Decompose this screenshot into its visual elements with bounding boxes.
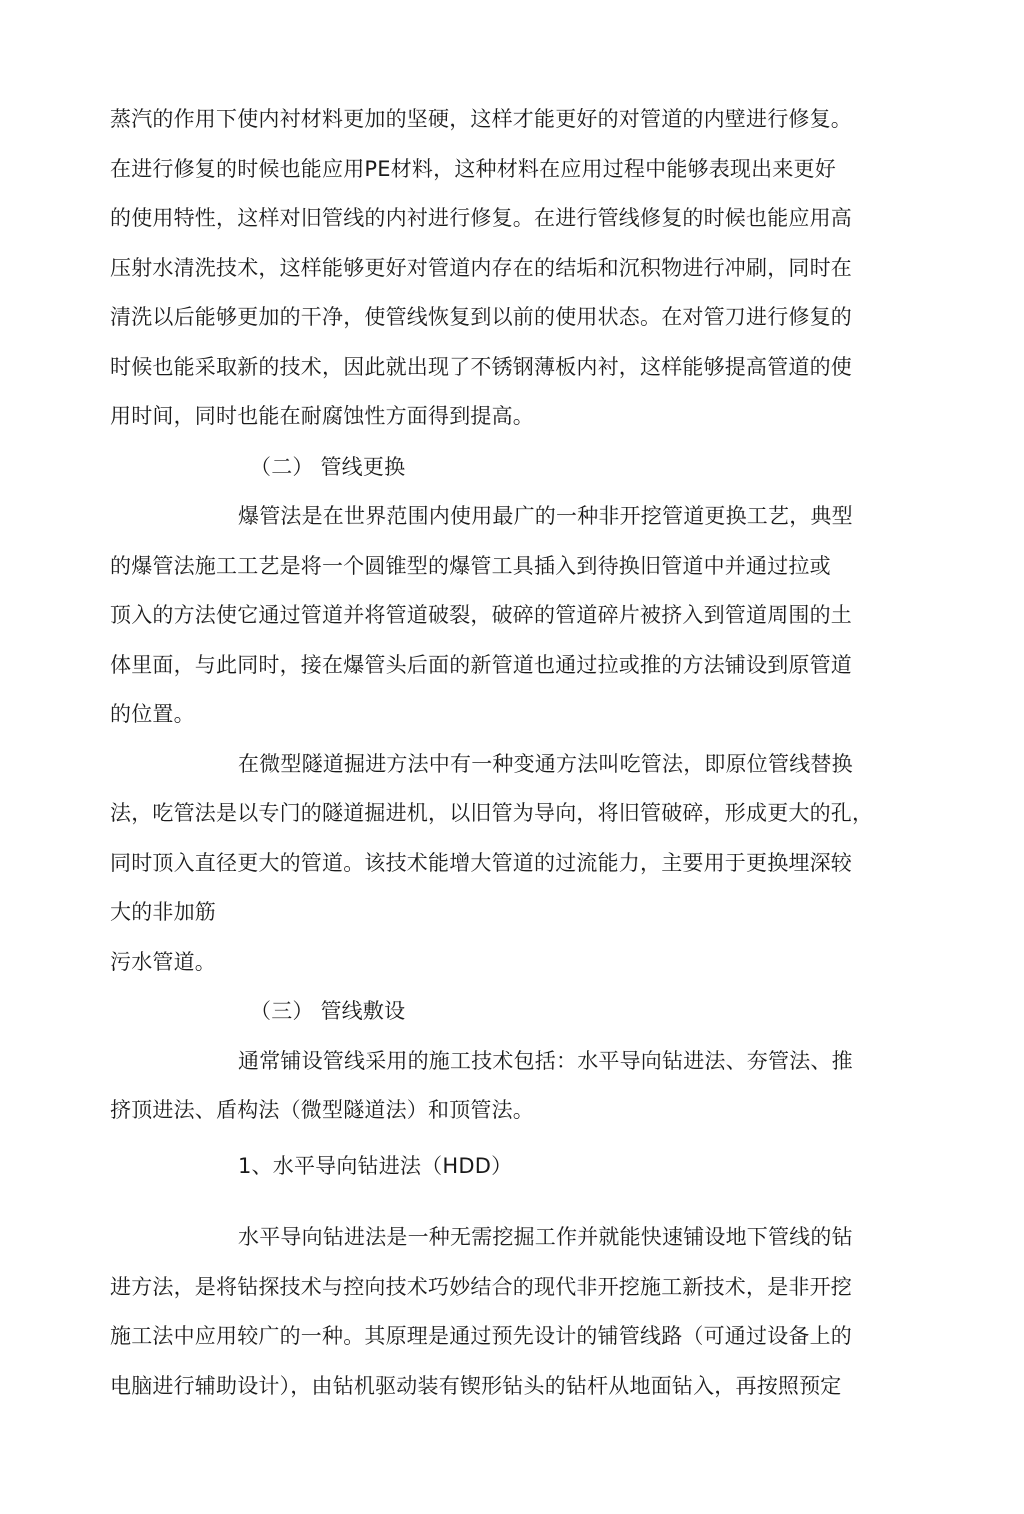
section-heading-line-replacement: （二） 管线更换 bbox=[250, 455, 406, 479]
paragraph-line: 压射水清洗技术，这样能够更好对管道内存在的结垢和沉积物进行冲刷，同时在 bbox=[110, 256, 852, 280]
paragraph-line: 清洗以后能够更加的干净，使管线恢复到以前的使用状态。在对管刀进行修复的 bbox=[110, 305, 852, 329]
paragraph-line: 顶入的方法使它通过管道并将管道破裂，破碎的管道碎片被挤入到管道周围的土 bbox=[110, 603, 852, 627]
paragraph-line: 体里面，与此同时，接在爆管头后面的新管道也通过拉或推的方法铺设到原管道 bbox=[110, 653, 852, 677]
paragraph-line: 时候也能采取新的技术，因此就出现了不锈钢薄板内衬，这样能够提高管道的使 bbox=[110, 355, 852, 379]
paragraph-line: 爆管法是在世界范围内使用最广的一种非开挖管道更换工艺，典型 bbox=[238, 504, 853, 528]
paragraph-line: 施工法中应用较广的一种。其原理是通过预先设计的铺管线路（可通过设备上的 bbox=[110, 1324, 852, 1348]
paragraph-line: 在微型隧道掘进方法中有一种变通方法叫吃管法，即原位管线替换 bbox=[238, 752, 853, 776]
paragraph-line: 进方法，是将钻探技术与控向技术巧妙结合的现代非开挖施工新技术，是非开挖 bbox=[110, 1275, 852, 1299]
paragraph-line: 水平导向钻进法是一种无需挖掘工作并就能快速铺设地下管线的钻 bbox=[238, 1225, 853, 1249]
paragraph-line: 蒸汽的作用下使内衬材料更加的坚硬，这样才能更好的对管道的内壁进行修复。 bbox=[110, 107, 852, 131]
paragraph-line: 通常铺设管线采用的施工技术包括：水平导向钻进法、夯管法、推 bbox=[238, 1049, 853, 1073]
paragraph-line: 的爆管法施工工艺是将一个圆锥型的爆管工具插入到待换旧管道中并通过拉或 bbox=[110, 554, 831, 578]
paragraph-line: 在进行修复的时候也能应用PE材料，这种材料在应用过程中能够表现出来更好 bbox=[110, 157, 836, 181]
paragraph-line: 大的非加筋 bbox=[110, 900, 216, 924]
paragraph-line: 的使用特性，这样对旧管线的内衬进行修复。在进行管线修复的时候也能应用高 bbox=[110, 206, 852, 230]
paragraph-line: 挤顶进法、盾构法（微型隧道法）和顶管法。 bbox=[110, 1098, 534, 1122]
paragraph-line: 同时顶入直径更大的管道。该技术能增大管道的过流能力，主要用于更换埋深较 bbox=[110, 851, 852, 875]
paragraph-line: 电脑进行辅助设计），由钻机驱动装有锲形钻头的钻杆从地面钻入，再按照预定 bbox=[110, 1374, 842, 1398]
paragraph-line: 法，吃管法是以专门的隧道掘进机，以旧管为导向，将旧管破碎，形成更大的孔， bbox=[110, 801, 874, 825]
paragraph-line: 污水管道。 bbox=[110, 950, 216, 974]
section-heading-line-laying: （三） 管线敷设 bbox=[250, 999, 406, 1023]
subsection-heading-hdd: 1、水平导向钻进法（HDD） bbox=[238, 1154, 513, 1178]
paragraph-line: 的位置。 bbox=[110, 702, 195, 726]
paragraph-line: 用时间，同时也能在耐腐蚀性方面得到提高。 bbox=[110, 404, 534, 428]
